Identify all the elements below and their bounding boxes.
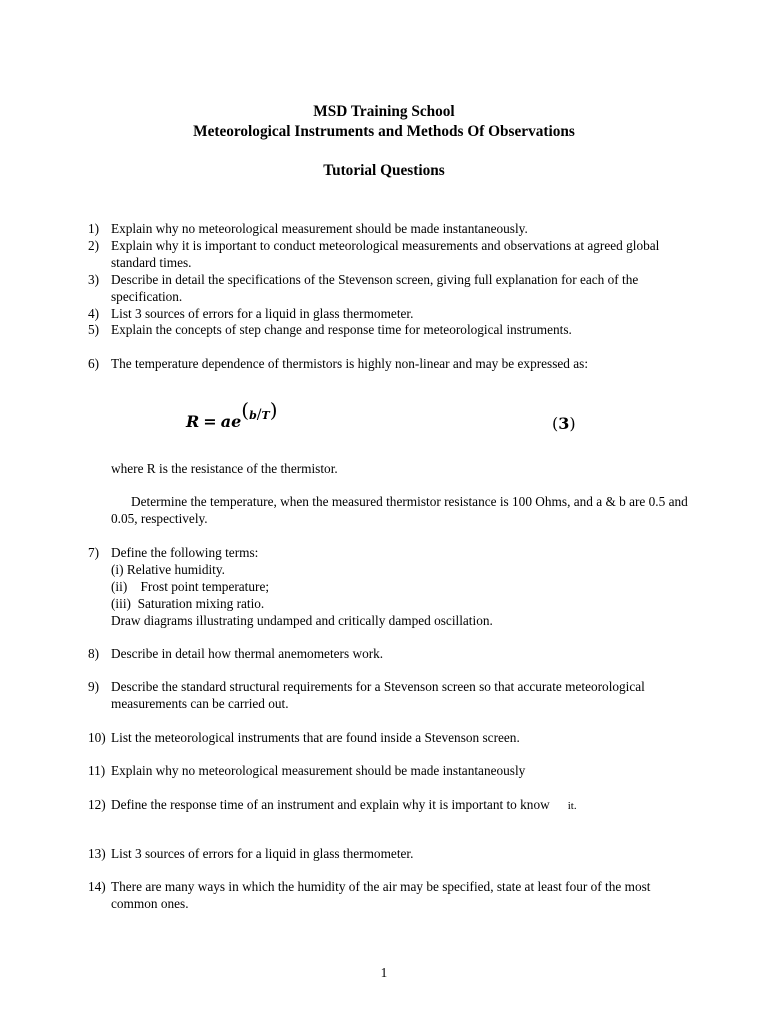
formula-coefficient: a — [220, 412, 232, 431]
question-number: 14) — [88, 879, 106, 894]
question-8 — [88, 645, 708, 662]
question-text: Explain why no meteorological measurement should be made instantaneously. — [111, 221, 528, 236]
question-number: 12) — [88, 797, 106, 812]
question-text: Explain why it is important to conduct meteorological measurements and observations at agreed global standard times. — [111, 238, 660, 270]
section-title: Tutorial Questions — [323, 162, 445, 179]
question-13 — [88, 845, 708, 862]
question-5 — [88, 321, 708, 338]
q6-determine-text: Determine the temperature, when the measured thermistor resistance is 100 Ohms, and a & b are 0.5 and 0.05, respectively. — [111, 494, 688, 526]
question-number: 6) — [88, 356, 100, 371]
formula-equals: = — [203, 412, 217, 431]
question-14 — [88, 878, 673, 912]
question-text: There are many ways in which the humidity of the air may be specified, state at least four of the most common ones. — [111, 879, 651, 911]
thermistor-equation — [186, 398, 278, 431]
question-text: Describe in detail the specifications of the Stevenson screen, giving full explanation for each of the specification. — [111, 272, 639, 304]
question-number: 8) — [88, 646, 100, 661]
question-12 — [88, 796, 708, 815]
q7-term-1: (i) Relative humidity. — [111, 562, 225, 577]
q6-where-text: where R is the resistance of the thermistor. — [111, 461, 338, 476]
question-text: List 3 sources of errors for a liquid in glass thermometer. — [111, 306, 414, 321]
question-number: 7) — [88, 545, 100, 560]
question-1 — [88, 220, 708, 237]
question-text-tail: it. — [567, 800, 577, 812]
question-number: 2) — [88, 238, 100, 253]
question-number: 3) — [88, 272, 100, 287]
question-9 — [88, 678, 648, 712]
question-4 — [88, 305, 708, 322]
question-7 — [88, 544, 708, 561]
question-text: Describe in detail how thermal anemometers work. — [111, 646, 384, 661]
page-number: 1 — [380, 965, 388, 980]
question-text: Describe the standard structural requirements for a Stevenson screen so that accurate meteorological measurements can be carried out. — [111, 679, 645, 711]
q7-draw-instruction: Draw diagrams illustrating undamped and critically damped oscillation. — [111, 613, 493, 628]
question-number: 13) — [88, 846, 106, 861]
question-text: Define the response time of an instrument and explain why it is important to know — [111, 797, 550, 812]
question-number: 9) — [88, 679, 100, 694]
course-title: Meteorological Instruments and Methods Of Observations — [193, 123, 575, 140]
formula-exp-denominator: T — [261, 409, 270, 422]
question-number: 1) — [88, 221, 100, 236]
formula-base: e — [231, 412, 242, 431]
q7-term-2: (ii) Frost point temperature; — [111, 579, 270, 594]
formula-lhs: R — [186, 412, 200, 431]
question-number: 4) — [88, 306, 100, 321]
question-number: 11) — [88, 763, 106, 778]
question-2 — [88, 237, 673, 271]
question-11 — [88, 762, 708, 779]
school-title: MSD Training School — [313, 103, 455, 120]
question-text: Explain the concepts of step change and response time for meteorological instruments. — [111, 322, 572, 337]
formula-exp-numerator: b — [249, 409, 257, 422]
question-6 — [88, 355, 708, 372]
question-3 — [88, 271, 705, 305]
question-number: 5) — [88, 322, 100, 337]
question-text: List the meteorological instruments that are found inside a Stevenson screen. — [111, 730, 520, 745]
formula-exponent: (b/T) — [241, 398, 278, 423]
question-text: Define the following terms: — [111, 545, 259, 560]
question-text: Explain why no meteorological measurement should be made instantaneously — [111, 763, 526, 778]
question-10 — [88, 729, 708, 746]
equation-number: (3) — [552, 414, 576, 433]
question-number: 10) — [88, 730, 106, 745]
question-text: The temperature dependence of thermistors is highly non-linear and may be expressed as: — [111, 356, 589, 371]
question-text: List 3 sources of errors for a liquid in glass thermometer. — [111, 846, 414, 861]
q7-term-3: (iii) Saturation mixing ratio. — [111, 596, 265, 611]
